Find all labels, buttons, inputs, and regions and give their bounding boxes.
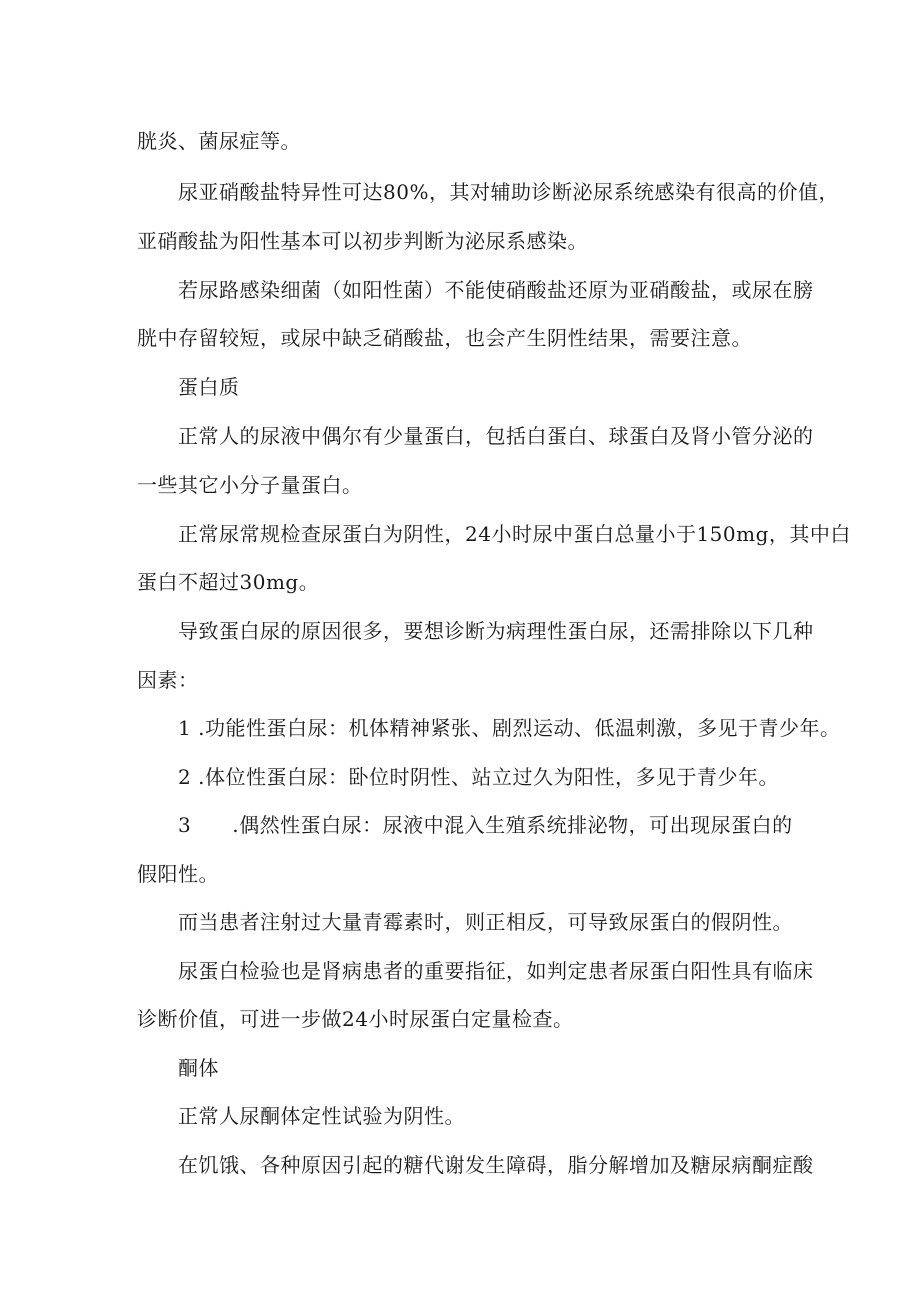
text-line: 尿蛋白检验也是肾病患者的重要指征，如判定患者尿蛋白阳性具有临床 xyxy=(178,959,814,983)
text-line: 正常人的尿液中偶尔有少量蛋白，包括白蛋白、球蛋白及肾小管分泌的 xyxy=(178,424,814,448)
section-heading-ketone: 酮体 xyxy=(178,1056,219,1080)
text-line: 尿亚硝酸盐特异性可达80%，其对辅助诊断泌尿系统感染有很高的价值， xyxy=(178,180,839,204)
section-heading-protein: 蛋白质 xyxy=(178,375,240,399)
text-line: 因素： xyxy=(137,668,199,692)
text-line: 正常尿常规检查尿蛋白为阴性，24小时尿中蛋白总量小于150mg，其中白 xyxy=(178,522,851,546)
text-line: 在饥饿、各种原因引起的糖代谢发生障碍，脂分解增加及糖尿病酮症酸 xyxy=(178,1153,814,1177)
text-line: 导致蛋白尿的原因很多，要想诊断为病理性蛋白尿，还需排除以下几种 xyxy=(178,619,814,643)
text-line: 胱中存留较短，或尿中缺乏硝酸盐，也会产生阴性结果，需要注意。 xyxy=(137,326,752,350)
text-line: 一些其它小分子量蛋白。 xyxy=(137,473,363,497)
list-item-3: 3 .偶然性蛋白尿：尿液中混入生殖系统排泌物，可出现尿蛋白的 xyxy=(178,813,793,837)
text-line: 正常人尿酮体定性试验为阴性。 xyxy=(178,1104,465,1128)
text-line: 蛋白不超过30mg。 xyxy=(137,570,320,594)
text-line: 假阳性。 xyxy=(137,862,219,886)
text-line: 亚硝酸盐为阳性基本可以初步判断为泌尿系感染。 xyxy=(137,229,588,253)
text-line: 若尿路感染细菌（如阳性菌）不能使硝酸盐还原为亚硝酸盐，或尿在膀 xyxy=(178,278,814,302)
text-line: 诊断价值，可进一步做24小时尿蛋白定量检查。 xyxy=(137,1007,574,1031)
list-item-1: 1 .功能性蛋白尿：机体精神紧张、剧烈运动、低温刺激，多见于青少年。 xyxy=(178,716,841,740)
text-line: 而当患者注射过大量青霉素时，则正相反，可导致尿蛋白的假阴性。 xyxy=(178,910,793,934)
list-item-2: 2 .体位性蛋白尿：卧位时阴性、站立过久为阳性，多见于青少年。 xyxy=(178,765,779,789)
text-line: 胱炎、菌尿症等。 xyxy=(137,129,301,153)
